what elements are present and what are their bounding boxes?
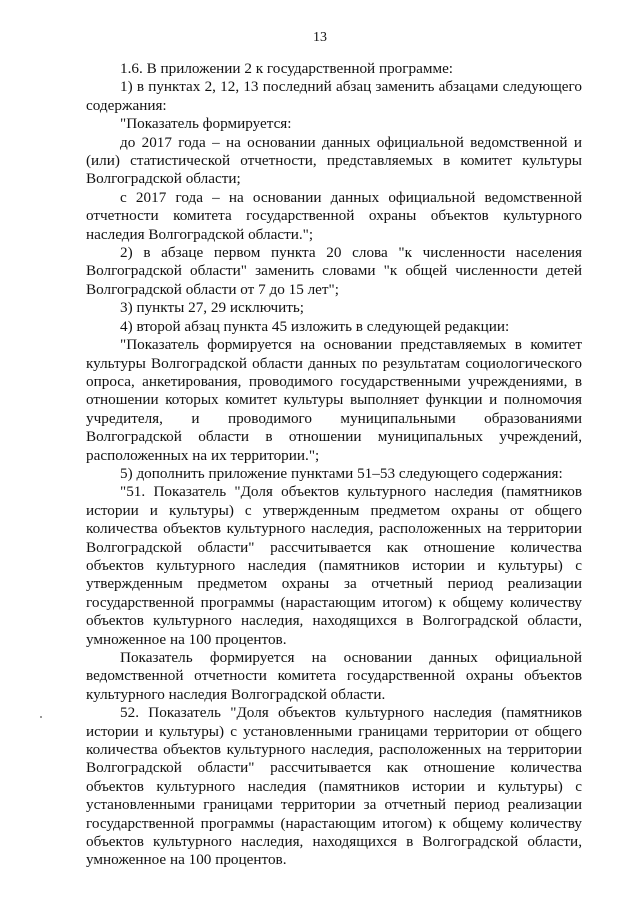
paragraph-item-5: 5) дополнить приложение пунктами 51–53 следующего содержания: — [120, 464, 563, 482]
paragraph-item-4-text: "Показатель формируется на основании представляемых в комитет культуры Волгоградской области данных по результатам социологического опроса, анкетирования, проводимого государственными учреждениями, в отношении которых комитет культуры выполняет функции и полномочия учредителя, и проводимого муниципальными образованиями Волгоградской области в отношении муниципальных учреждений, расположенных на их территории."; — [86, 336, 582, 464]
paragraph-1-6: 1.6. В приложении 2 к государственной программе: — [120, 60, 454, 77]
paragraph-point-51: "51. Показатель "Доля объектов культурного наследия (памятников истории и культуры) с утвержденным предметом охраны от общего количества объектов культурного наследия, расположенных на территории Волгоградской области" рассчитывается как отношение количества объектов культурного наследия (памятников истории и культуры) с утвержденным предметом охраны за отчетный период реализации государственной программы (нарастающим итогом) к общему количеству объектов культурного наследия, находящихся в Волгоградской области, умноженное на 100 процентов. — [86, 483, 582, 648]
paragraph-item-1: 1) в пунктах 2, 12, 13 последний абзац заменить абзацами следующего содержания: — [86, 78, 582, 114]
document-body — [86, 60, 582, 870]
paragraph-item-3: 3) пункты 27, 29 исключить; — [120, 299, 305, 317]
paragraph-item-4: 4) второй абзац пункта 45 изложить в следующей редакции: — [120, 317, 510, 335]
paragraph-quote-start: "Показатель формируется: — [120, 115, 292, 133]
paragraph-item-2: 2) в абзаце первом пункта 20 слова "к численности населения Волгоградской области" заменить словами "к общей численности детей Волгоградской области от 7 до 15 лет"; — [86, 244, 582, 298]
paragraph-point-52: 52. Показатель "Доля объектов культурного наследия (памятников истории и культуры) с установленными границами территории от общего количества объектов культурного наследия, расположенных на территории Волгоградской области" рассчитывается как отношение количества объектов культурного наследия (памятников истории и культуры) с установленными границами территории за отчетный период реализации государственной программы (нарастающим итогом) к общему количеству объектов культурного наследия, находящихся в Волгоградской области, умноженное на 100 процентов. — [86, 704, 582, 869]
scan-speck — [40, 716, 42, 718]
paragraph-point-51-source: Показатель формируется на основании данных официальной ведомственной отчетности комитета государственной охраны объектов культурного наследия Волгоградской области. — [86, 649, 582, 703]
paragraph-before-2017: до 2017 года – на основании данных официальной ведомственной и (или) статистической отчетности, представляемых в комитет культуры Волгоградской области; — [86, 133, 582, 188]
page-number: 13 — [313, 30, 327, 45]
paragraph-from-2017: с 2017 года – на основании данных официальной ведомственной отчетности комитета государственной охраны объектов культурного наследия Волгоградской области."; — [86, 188, 582, 243]
